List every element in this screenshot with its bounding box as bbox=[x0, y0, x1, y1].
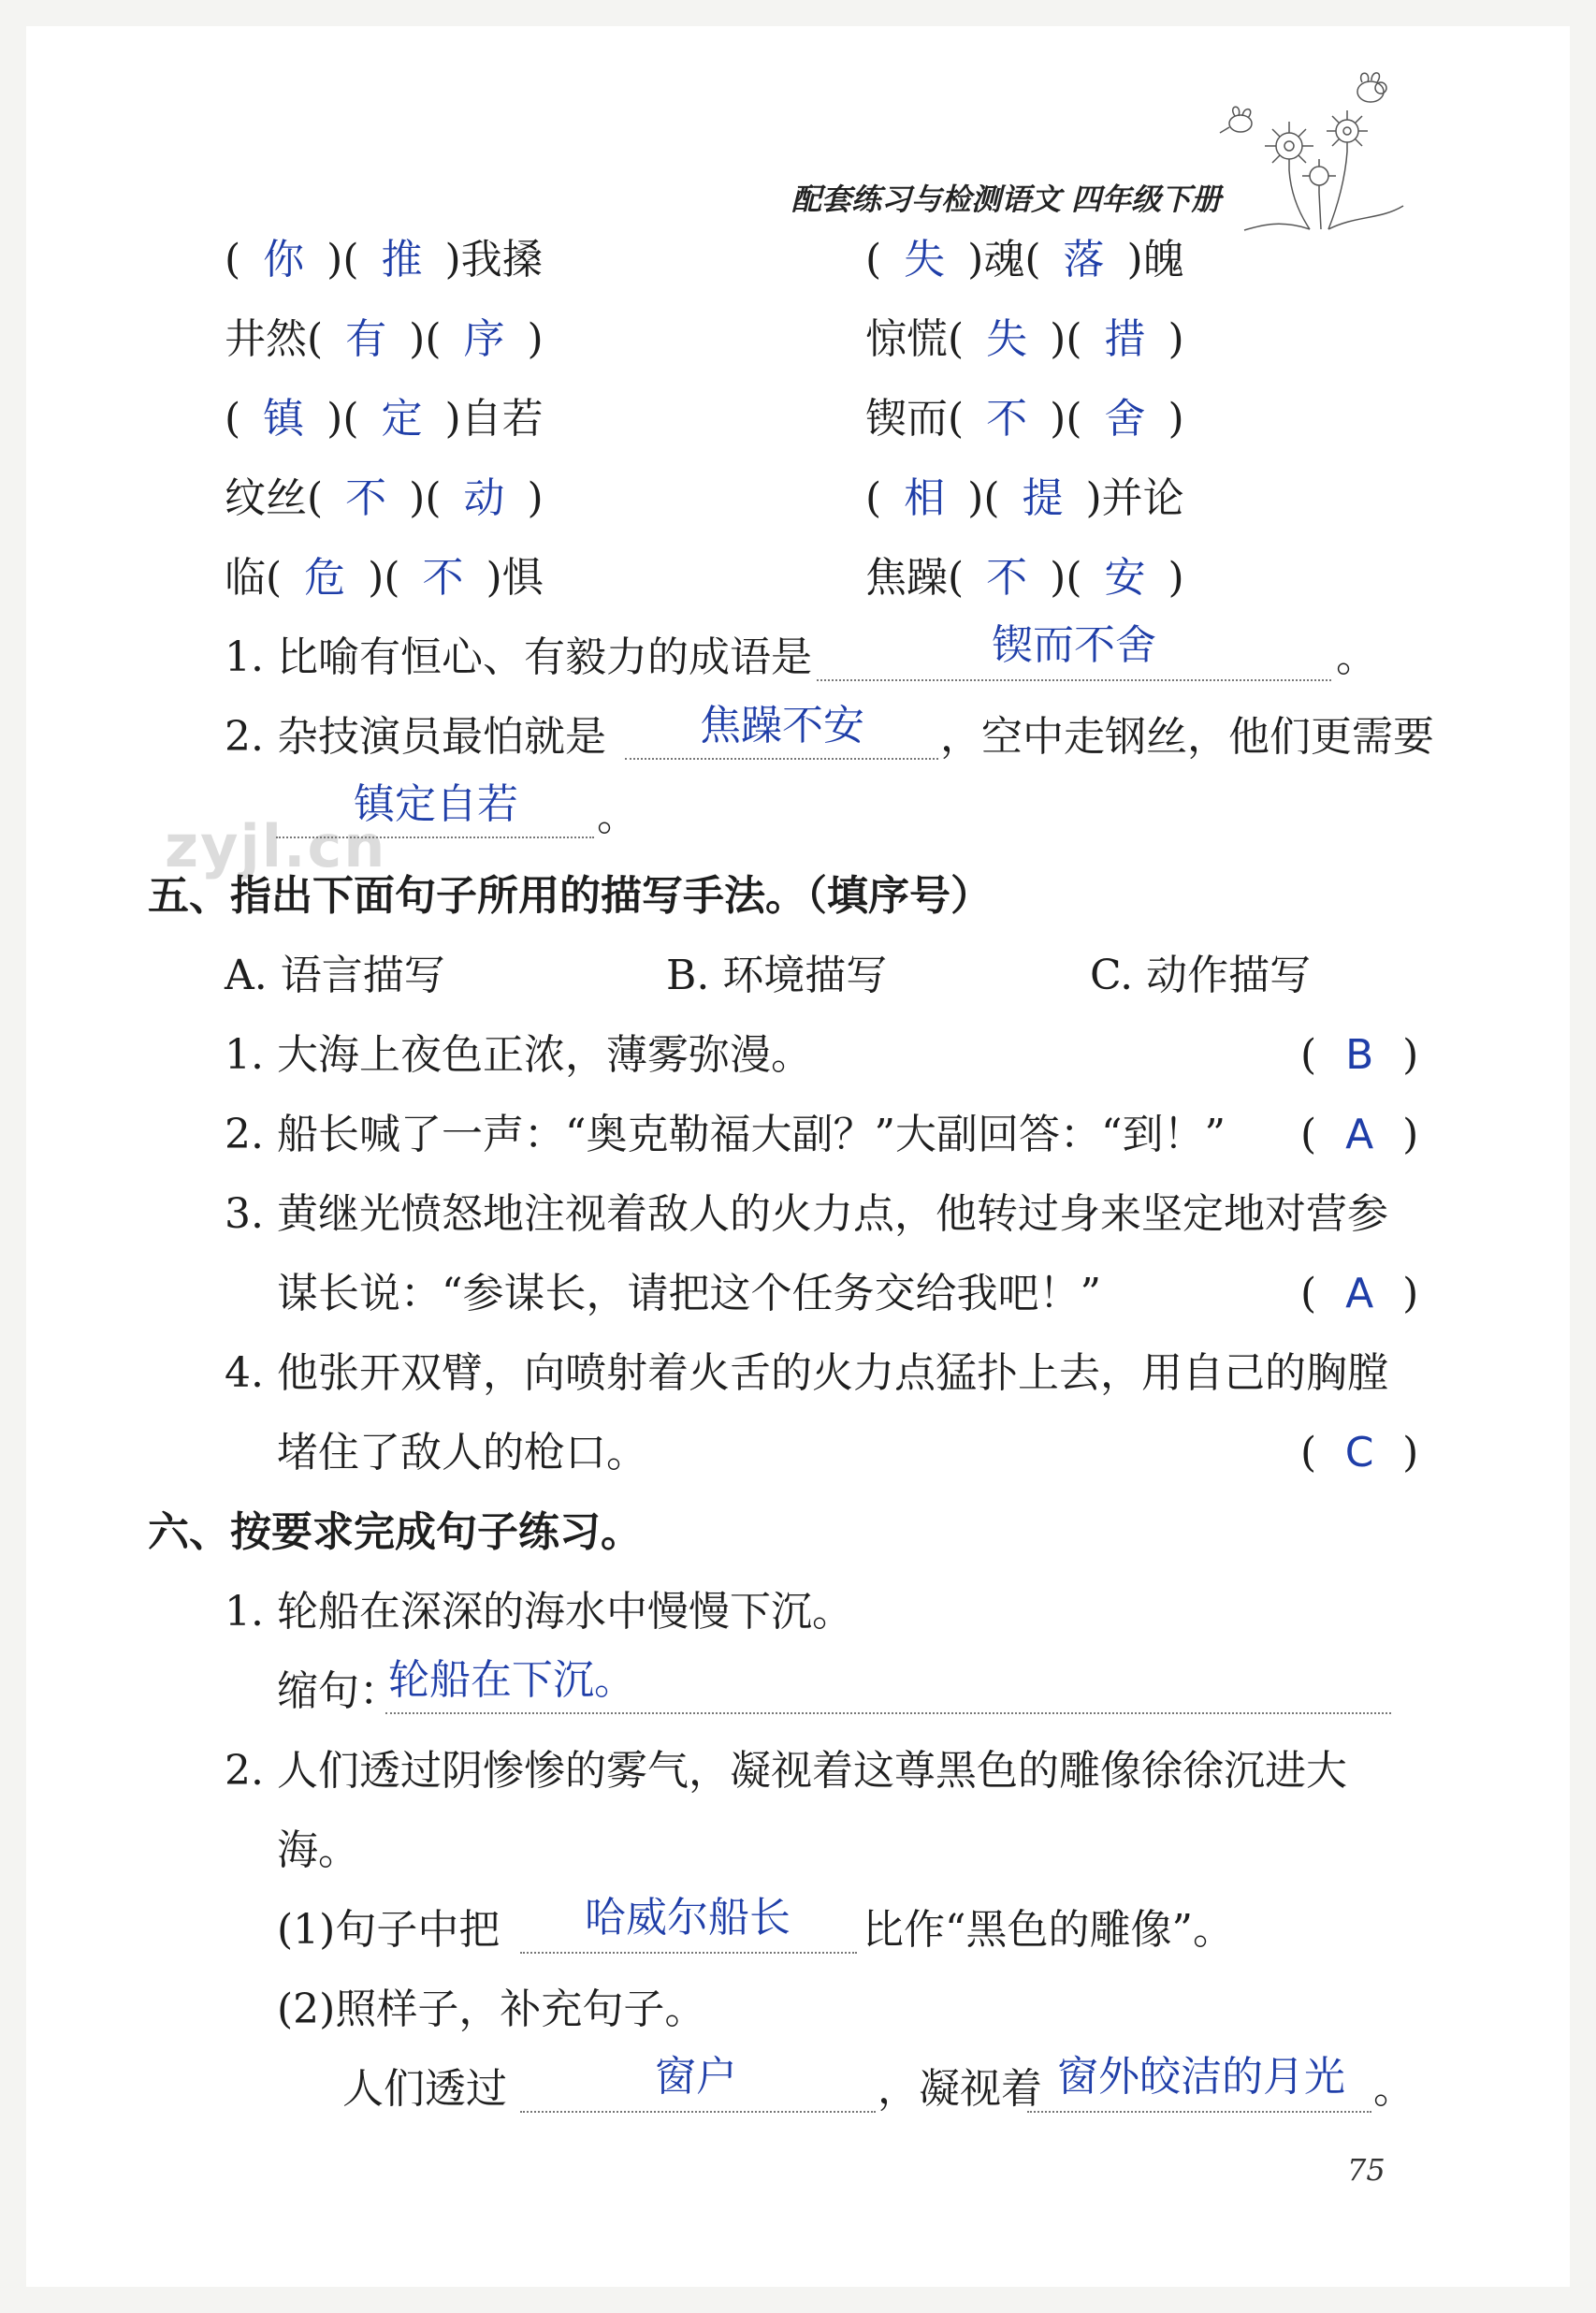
idiom-answer: 动 bbox=[463, 474, 505, 522]
s5-answer-2-box: ( A ) bbox=[1300, 1109, 1418, 1161]
idiom-right-4: ( 相 )( 提 )并论 bbox=[865, 473, 1184, 525]
idiom-left-4: 纹丝( 不 )( 动 ) bbox=[225, 473, 544, 525]
idiom-answer: 不 bbox=[986, 395, 1028, 443]
idiom-answer: 失 bbox=[986, 315, 1028, 363]
answer-line bbox=[520, 1952, 857, 1954]
header-title: 配套练习与检测语文 四年级下册 bbox=[791, 182, 1222, 217]
idiom-answer: 提 bbox=[1022, 474, 1064, 522]
fill-question-1-end: 。 bbox=[1336, 633, 1377, 681]
idiom-answer: 定 bbox=[381, 395, 423, 443]
fill-question-2-end: 。 bbox=[597, 793, 638, 840]
fill-answer-1: 锲而不舍 bbox=[992, 621, 1156, 669]
s6-q2-sub1-pre: (1)句子中把 bbox=[277, 1906, 501, 1954]
idiom-left-2: 井然( 有 )( 序 ) bbox=[225, 313, 544, 366]
s6-q2-sub1-post: 比作“黑色的雕像”。 bbox=[863, 1906, 1234, 1954]
fill-question-1: 1. 比喻有恒心、有毅力的成语是 bbox=[225, 633, 812, 681]
fill-answer-2a: 焦躁不安 bbox=[700, 702, 864, 749]
idiom-right-3: 锲而( 不 )( 舍 ) bbox=[865, 393, 1184, 445]
s6-q2-sub2-answer2: 窗外皎洁的月光 bbox=[1057, 2053, 1345, 2101]
answer-line bbox=[276, 836, 594, 838]
idiom-answer: 你 bbox=[263, 236, 305, 284]
s6-q2-line2: 海。 bbox=[277, 1826, 359, 1874]
idiom-left-3: ( 镇 )( 定 )自若 bbox=[225, 393, 544, 445]
idiom-answer: 落 bbox=[1063, 236, 1105, 284]
s5-answer-4: C bbox=[1344, 1429, 1374, 1477]
idiom-answer: 安 bbox=[1104, 554, 1146, 602]
idiom-answer: 序 bbox=[463, 315, 505, 363]
s5-answer-3: A bbox=[1345, 1270, 1374, 1317]
watermark: zyjl.cn bbox=[165, 812, 387, 880]
idiom-right-5: 焦躁( 不 )( 安 ) bbox=[865, 552, 1184, 604]
idiom-answer: 有 bbox=[345, 315, 387, 363]
s6-q2-sub1-answer: 哈威尔船长 bbox=[585, 1894, 791, 1942]
answer-line bbox=[1027, 2111, 1371, 2113]
s6-q2-line1: 2. 人们透过阴惨惨的雾气，凝视着这尊黑色的雕像徐徐沉进大 bbox=[225, 1747, 1347, 1795]
idiom-answer: 不 bbox=[345, 474, 387, 522]
s5-answer-3-box: ( A ) bbox=[1300, 1268, 1418, 1320]
idiom-answer: 措 bbox=[1104, 315, 1146, 363]
answer-line bbox=[625, 758, 938, 760]
page-number: 75 bbox=[1347, 2152, 1386, 2188]
fill-answer-2b: 镇定自若 bbox=[354, 780, 518, 828]
idiom-left-5: 临( 危 )( 不 )惧 bbox=[225, 552, 544, 604]
flower-bee-decoration-icon bbox=[1207, 65, 1441, 234]
s5-item-3-line2: 谋长说：“参谋长，请把这个任务交给我吧！” bbox=[277, 1270, 1101, 1317]
answer-line bbox=[385, 1712, 1391, 1714]
option-b: B. 环境描写 bbox=[666, 952, 888, 999]
idiom-right-1: ( 失 )魂( 落 )魄 bbox=[865, 234, 1184, 286]
idiom-left-1: ( 你 )( 推 )我搡 bbox=[225, 234, 544, 286]
idiom-answer: 危 bbox=[304, 554, 346, 602]
s5-item-4-line1: 4. 他张开双臂，向喷射着火舌的火力点猛扑上去，用自己的胸膛 bbox=[225, 1349, 1388, 1397]
idiom-right-2: 惊慌( 失 )( 措 ) bbox=[865, 313, 1184, 366]
s6-q1-answer: 轮船在下沉。 bbox=[388, 1656, 635, 1704]
s5-item-3-line1: 3. 黄继光愤怒地注视着敌人的火力点，他转过身来坚定地对营参 bbox=[225, 1190, 1388, 1238]
s5-answer-1: B bbox=[1345, 1031, 1374, 1079]
answer-line bbox=[817, 679, 1331, 681]
idiom-answer: 相 bbox=[904, 474, 946, 522]
s6-q1: 1. 轮船在深深的海水中慢慢下沉。 bbox=[225, 1588, 853, 1636]
fill-question-2-mid: ，空中走钢丝，他们更需要 bbox=[940, 713, 1434, 761]
idiom-answer: 镇 bbox=[263, 395, 305, 443]
idiom-answer: 失 bbox=[904, 236, 946, 284]
s5-item-1: 1. 大海上夜色正浓，薄雾弥漫。 bbox=[225, 1031, 812, 1079]
idiom-answer: 舍 bbox=[1104, 395, 1146, 443]
option-a: A. 语言描写 bbox=[225, 952, 445, 999]
s6-q2-sub2: (2)照样子，补充句子。 bbox=[277, 1986, 706, 2033]
s6-q2-sub2-pre: 人们透过 bbox=[342, 2065, 507, 2113]
answer-line bbox=[520, 2111, 876, 2113]
fill-question-2: 2. 杂技演员最怕就是 bbox=[225, 713, 606, 761]
s6-q2-sub2-answer1: 窗户 bbox=[655, 2053, 737, 2101]
section-5-title: 五、指出下面句子所用的描写手法。（填序号） bbox=[148, 872, 992, 920]
idiom-answer: 不 bbox=[986, 554, 1028, 602]
s6-q1-label: 缩句： bbox=[277, 1667, 400, 1715]
s6-q2-sub2-end: 。 bbox=[1373, 2065, 1415, 2113]
s5-answer-2: A bbox=[1345, 1111, 1374, 1158]
section-6-title: 六、按要求完成句子练习。 bbox=[148, 1508, 642, 1556]
s5-item-4-line2: 堵住了敌人的枪口。 bbox=[277, 1429, 647, 1477]
idiom-answer: 推 bbox=[381, 236, 423, 284]
idiom-answer: 不 bbox=[422, 554, 464, 602]
s6-q2-sub2-mid: ，凝视着 bbox=[878, 2065, 1042, 2113]
option-c: C. 动作描写 bbox=[1090, 952, 1312, 999]
s5-item-2: 2. 船长喊了一声：“奥克勒福大副？”大副回答：“到！” bbox=[225, 1111, 1226, 1158]
s5-answer-4-box: ( C ) bbox=[1300, 1427, 1418, 1479]
s5-answer-1-box: ( B ) bbox=[1300, 1029, 1418, 1082]
